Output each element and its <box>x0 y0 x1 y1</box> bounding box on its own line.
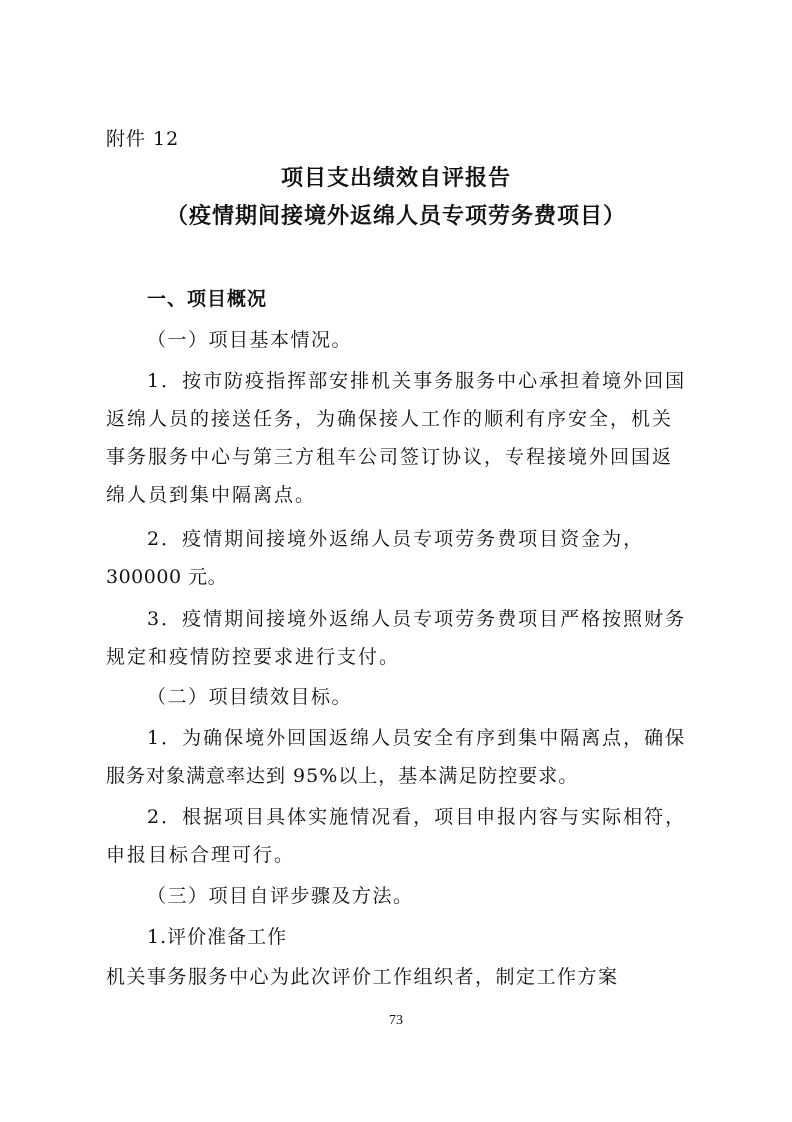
subsection-heading-basic-info: （一）项目基本情况。 <box>147 329 353 351</box>
paragraph-line: 机关事务服务中心为此次评价工作组织者，制定工作方案 <box>106 966 619 988</box>
document-subtitle: （疫情期间接境外返绵人员专项劳务费项目） <box>165 204 626 229</box>
paragraph-line: 3．疫情期间接境外返绵人员专项劳务费项目严格按照财务 <box>147 608 687 630</box>
paragraph-line: 事务服务中心与第三方租车公司签订协议，专程接境外回国返 <box>106 446 674 468</box>
subsection-heading-performance-goals: （二）项目绩效目标。 <box>147 686 353 708</box>
item-heading-evaluation-prep: 1.评价准备工作 <box>147 926 288 948</box>
paragraph-line: 申报目标合理可行。 <box>106 844 296 866</box>
paragraph-line: 2．根据项目具体实施情况看，项目申报内容与实际相符， <box>147 806 687 828</box>
paragraph-line: 绵人员到集中隔离点。 <box>106 484 317 506</box>
subsection-heading-evaluation-steps: （三）项目自评步骤及方法。 <box>147 885 414 907</box>
attachment-label: 附件 12 <box>106 128 180 150</box>
paragraph-line: 300000 元。 <box>106 566 228 588</box>
page-number: 73 <box>389 1013 403 1028</box>
paragraph-line: 1．按市防疫指挥部安排机关事务服务中心承担着境外回国 <box>147 370 687 392</box>
paragraph-line: 规定和疫情防控要求进行支付。 <box>106 646 401 668</box>
paragraph-line: 返绵人员的接送任务，为确保接人工作的顺利有序安全，机关 <box>106 408 674 430</box>
section-heading-overview: 一、项目概况 <box>147 288 268 310</box>
paragraph-line: 2．疫情期间接境外返绵人员专项劳务费项目资金为， <box>147 528 645 550</box>
paragraph-line: 1．为确保境外回国返绵人员安全有序到集中隔离点，确保 <box>147 727 687 749</box>
paragraph-line: 服务对象满意率达到 95%以上，基本满足防控要求。 <box>106 765 579 787</box>
document-title: 项目支出绩效自评报告 <box>280 166 511 191</box>
